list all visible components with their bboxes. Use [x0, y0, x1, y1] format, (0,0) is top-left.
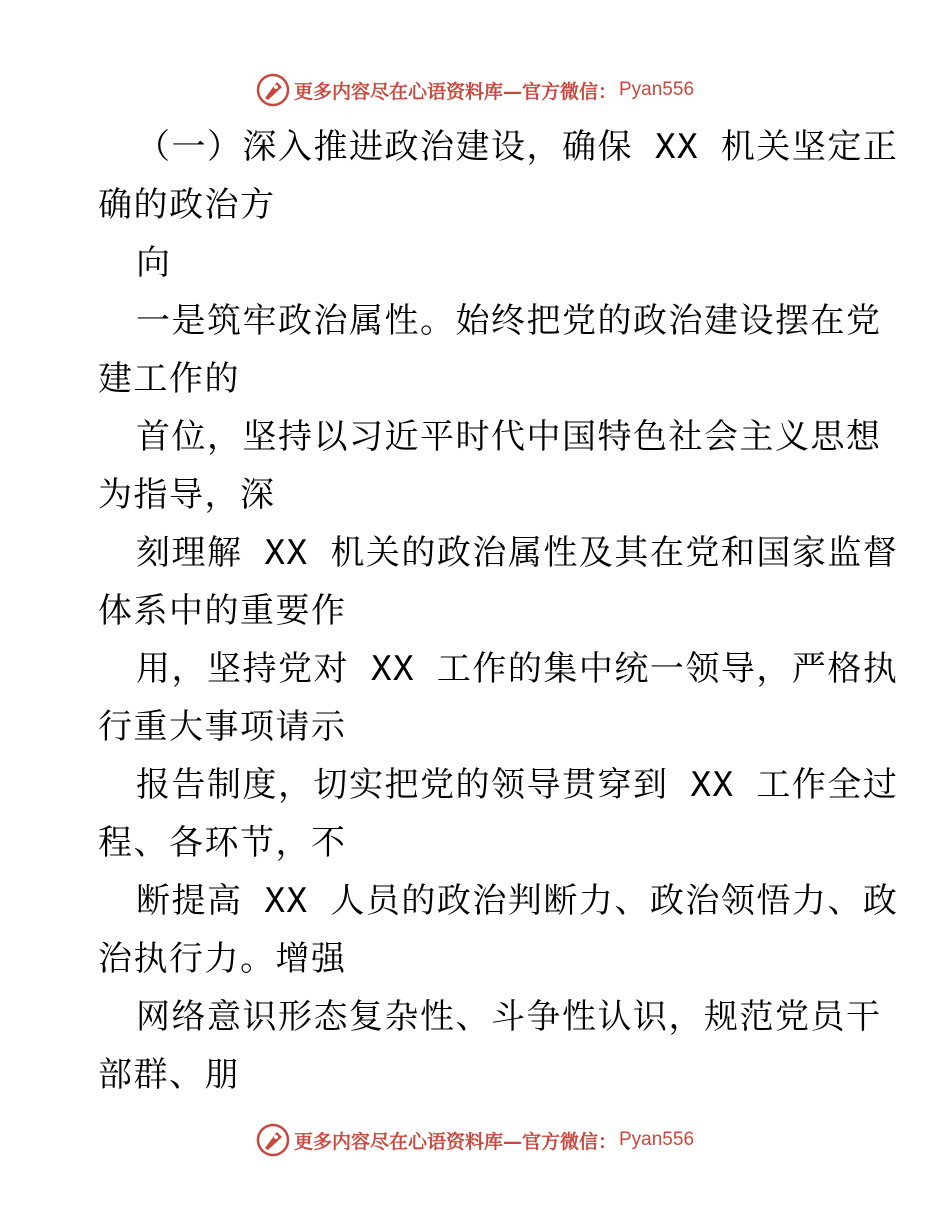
text-line: 首位，坚持以习近平时代中国特色社会主义思想 — [136, 417, 882, 457]
text-line: 行重大事项请示 — [98, 707, 347, 747]
text-line: 为指导，深 — [98, 475, 276, 515]
document-body — [98, 118, 899, 1104]
text-line: 确的政治方 — [98, 185, 276, 225]
header-banner-text: 更多内容尽在心语资料库—官方微信： — [293, 80, 617, 103]
text-line: 刻理解 XX 机关的政治属性及其在党和国家监督 — [136, 533, 899, 573]
text-line: 用，坚持党对 XX 工作的集中统一领导，严格执 — [136, 649, 899, 689]
text-line: 治执行力。增强 — [98, 939, 347, 979]
footer-banner — [0, 1120, 950, 1160]
text-line: 一是筑牢政治属性。始终把党的政治建设摆在党 — [136, 301, 882, 341]
text-line: 建工作的 — [98, 359, 240, 399]
pen-nib-logo-icon — [256, 73, 290, 107]
footer-banner-text: 更多内容尽在心语资料库—官方微信： — [293, 1130, 617, 1153]
text-line: 断提高 XX 人员的政治判断力、政治领悟力、政 — [136, 881, 899, 921]
text-line: 体系中的重要作 — [98, 591, 347, 631]
text-line: 向 — [136, 243, 172, 283]
text-line: 部群、朋 — [98, 1055, 240, 1095]
text-line: 网络意识形态复杂性、斗争性认识，规范党员干 — [136, 997, 882, 1037]
text-line: （一）深入推进政治建设，确保 XX 机关坚定正 — [136, 127, 899, 167]
text-line: 报告制度，切实把党的领导贯穿到 XX 工作全过 — [136, 765, 899, 805]
footer-banner-contact: Pyan556 — [619, 1129, 695, 1150]
text-line: 程、各环节，不 — [98, 823, 347, 863]
pen-nib-logo-icon — [256, 1123, 290, 1157]
header-banner — [0, 70, 950, 110]
header-banner-contact: Pyan556 — [619, 79, 695, 100]
